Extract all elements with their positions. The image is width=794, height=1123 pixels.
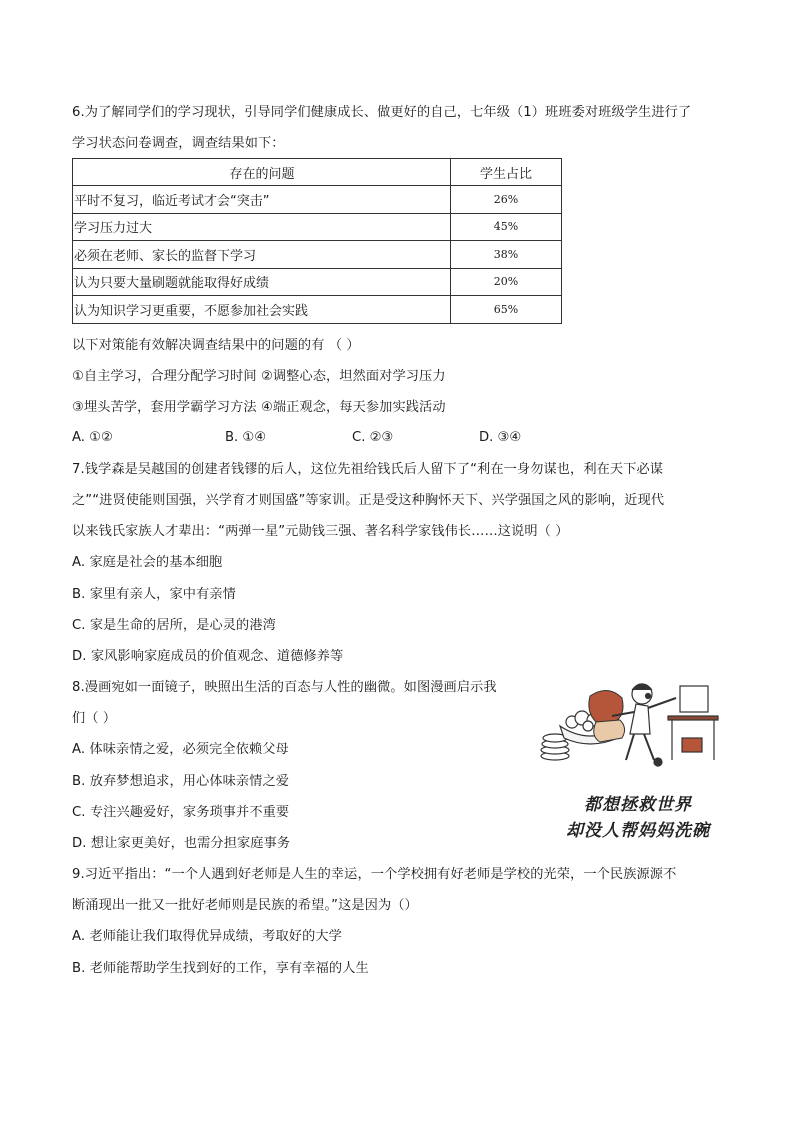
table-cell-percentage: 45%: [451, 213, 562, 241]
q8-option-d: D. 想让家更美好，也需分担家庭事务: [72, 836, 291, 851]
q7-stem-line3: 以来钱氏家族人才辈出：“两弹一星”元勋钱三强、著名科学家钱伟长……这说明（ ）: [72, 524, 569, 539]
table-row: [73, 213, 562, 241]
mother-figure-icon: [589, 690, 625, 742]
table-cell-problem: 认为只要大量刷题就能取得好成绩: [73, 268, 451, 296]
table-cell-problem: 平时不复习，临近考试才会“突击”: [73, 186, 451, 214]
q7-option-b: B. 家里有亲人，家中有亲情: [72, 587, 236, 602]
q9-option-a: A. 老师能让我们取得优异成绩，考取好的大学: [72, 929, 342, 944]
q6-items-line1: ①自主学习，合理分配学习时间 ②调整心态，坦然面对学习压力: [72, 369, 446, 384]
q9-option-b: B. 老师能帮助学生找到好的工作，享有幸福的人生: [72, 961, 369, 976]
q6-option-b: B. ①④: [225, 430, 267, 445]
q6-option-c: C. ②③: [352, 430, 394, 445]
cartoon-caption-line2: 却没人帮妈妈洗碗: [566, 821, 710, 841]
q6-stem-line2: 学习状态问卷调查，调查结果如下：: [72, 136, 285, 151]
q8-option-b: B. 放弃梦想追求，用心体味亲情之爱: [72, 774, 290, 789]
q8-stem-line2: 们（ ）: [72, 711, 117, 726]
survey-table: [72, 158, 562, 324]
table-row: [73, 186, 562, 214]
table-cell-problem: 必须在老师、家长的监督下学习: [73, 241, 451, 269]
q8-stem-line1: 8.漫画宛如一面镜子，映照出生活的百态与人性的幽微。如图漫画启示我: [72, 680, 497, 695]
q6-stem-line1: 6.为了解同学们的学习现状，引导同学们健康成长、做更好的自己，七年级（1）班班委对班级学生进行了: [72, 105, 692, 120]
table-cell-percentage: 26%: [451, 186, 562, 214]
q8-option-a: A. 体味亲情之爱，必须完全依赖父母: [72, 742, 289, 757]
computer-desk-icon: [654, 686, 718, 766]
q9-stem-line1: 9.习近平指出：“一个人遇到好老师是人生的幸运，一个学校拥有好老师是学校的光荣，一个民族源源不: [72, 867, 677, 882]
table-cell-percentage: 38%: [451, 241, 562, 269]
q6-option-a: A. ①②: [72, 430, 113, 445]
q7-option-c: C. 家是生命的居所，是心灵的港湾: [72, 618, 276, 633]
q7-stem-line2: 之”“进贤使能则国强，兴学育才则国盛”等家训。正是受这种胸怀天下、兴学强国之风的影响，近现代: [72, 493, 665, 508]
q6-items-line2: ③埋头苦学，套用学霸学习方法 ④端正观念，每天参加实践活动: [72, 400, 446, 415]
table-cell-percentage: 65%: [451, 296, 562, 324]
table-row: [73, 296, 562, 324]
q7-option-d: D. 家风影响家庭成员的价值观念、道德修养等: [72, 649, 344, 664]
q9-stem-line2: 断涌现出一批又一批好老师则是民族的希望。”这是因为（）: [72, 898, 418, 913]
table-cell-problem: 学习压力过大: [73, 213, 451, 241]
q7-option-a: A. 家庭是社会的基本细胞: [72, 555, 223, 570]
table-cell-problem: 认为知识学习更重要，不愿参加社会实践: [73, 296, 451, 324]
q6-option-d: D. ③④: [479, 430, 522, 445]
table-cell-percentage: 20%: [451, 268, 562, 296]
table-row: [73, 241, 562, 269]
q7-stem-line1: 7.钱学森是吴越国的创建者钱镠的后人，这位先祖给钱氏后人留下了“利在一身勿谋也，利在天下必谋: [72, 462, 664, 477]
q6-question: 以下对策能有效解决调查结果中的问题的有 （ ）: [72, 338, 360, 353]
table-header-problem: 存在的问题: [73, 159, 451, 186]
table-header-row: [73, 159, 562, 186]
table-header-percentage: 学生占比: [451, 159, 562, 186]
table-row: [73, 268, 562, 296]
cartoon-caption-line1: 都想拯救世界: [584, 795, 692, 815]
q8-option-c: C. 专注兴趣爱好，家务琐事并不重要: [72, 805, 290, 820]
